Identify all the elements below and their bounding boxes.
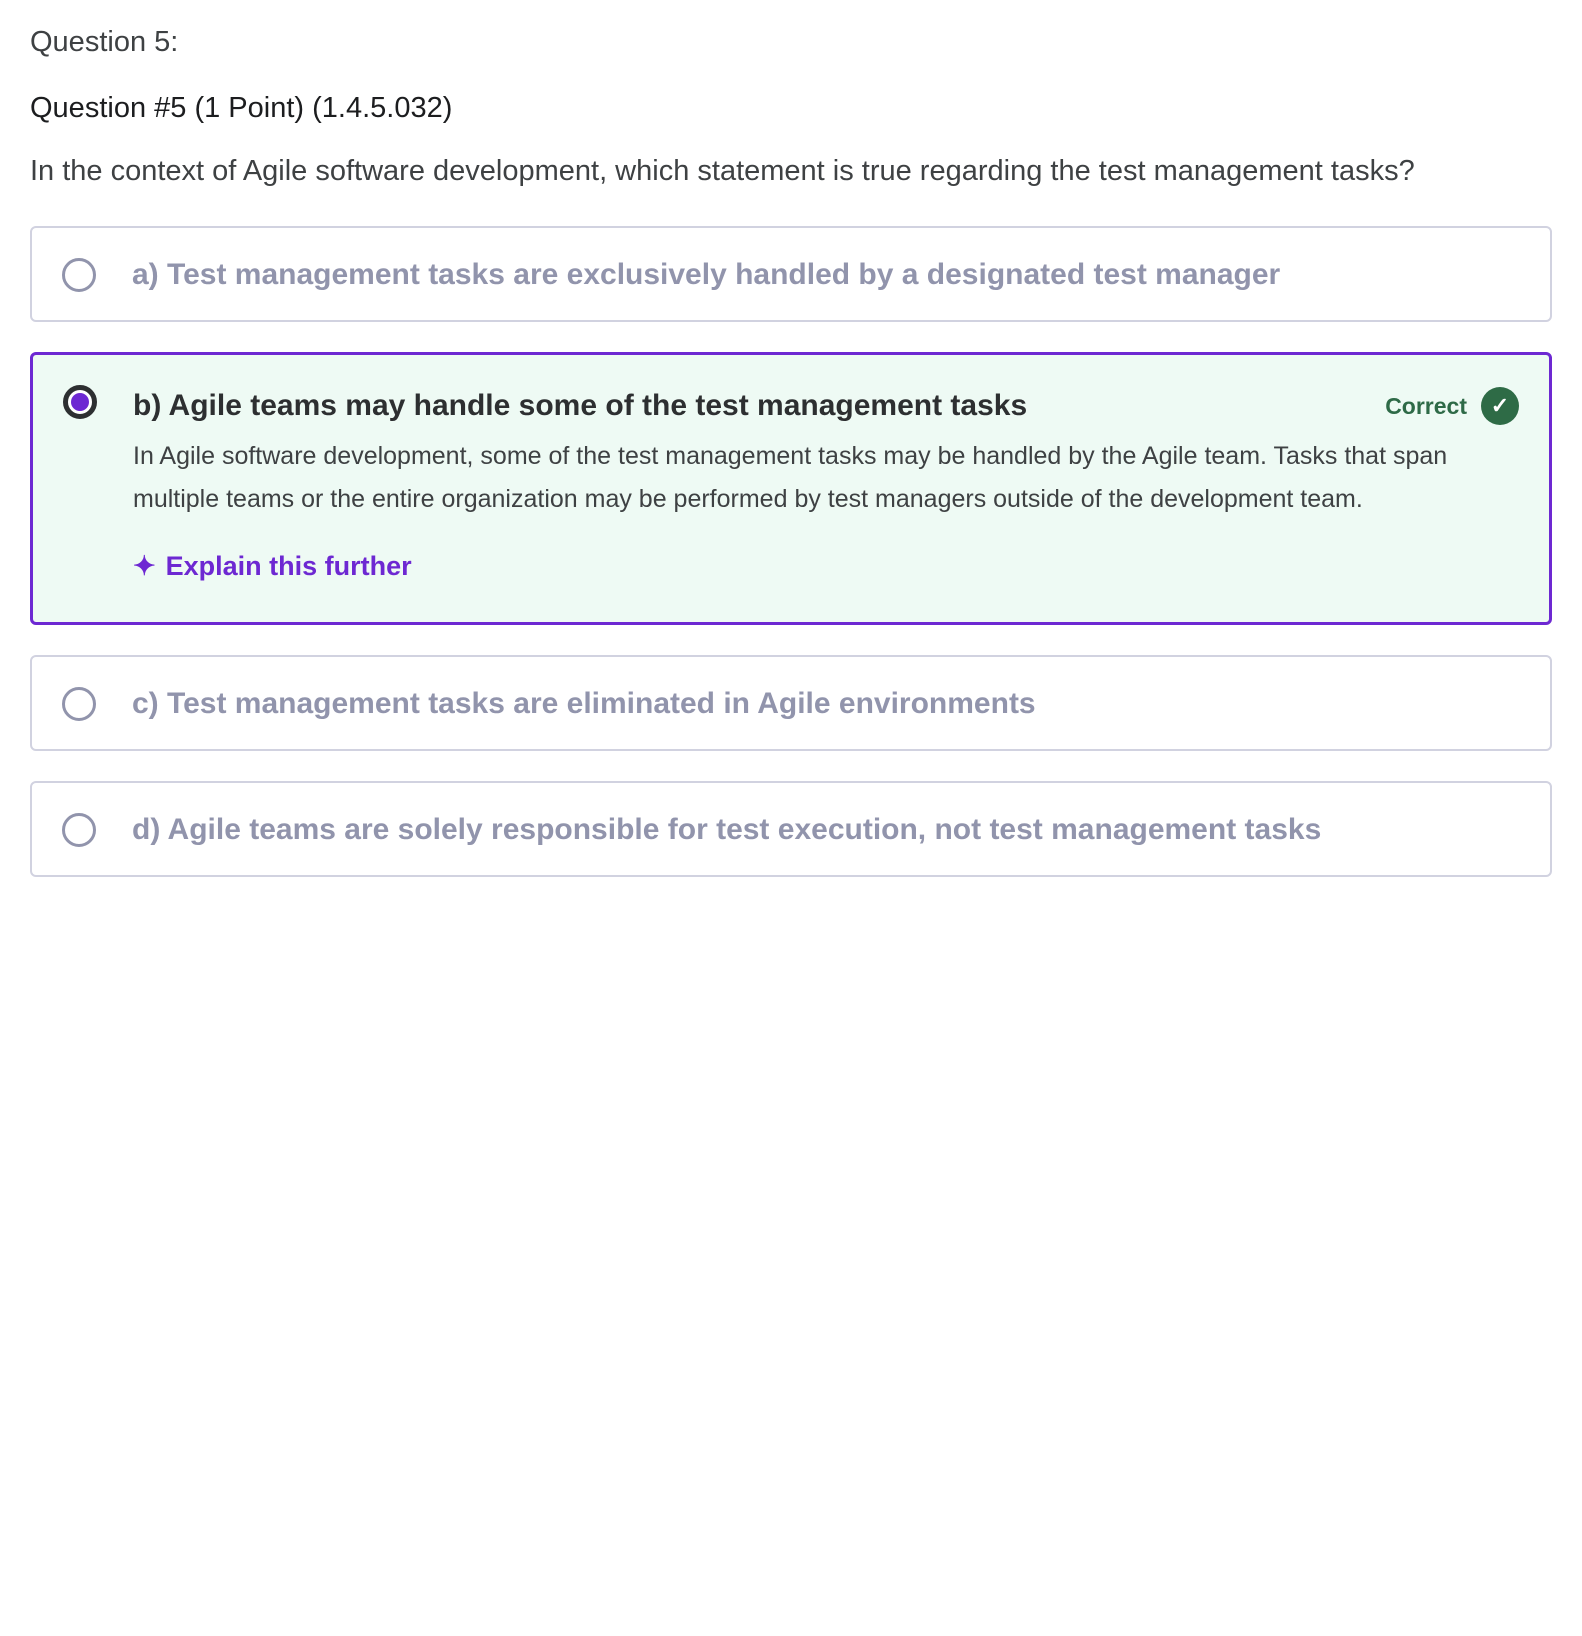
radio-selected-icon[interactable]: [63, 385, 97, 419]
option-d[interactable]: [30, 781, 1552, 877]
explanation-text: In Agile software development, some of the test management tasks may be handled by the Agile team. Tasks that span multiple teams or the entire organization may be performed by test managers outside of the development team.: [133, 442, 1448, 513]
radio-icon[interactable]: [62, 813, 96, 847]
option-label: d) Agile teams are solely responsible for test execution, not test management tasks: [132, 813, 1322, 846]
option-label: a) Test management tasks are exclusively handled by a designated test manager: [132, 258, 1281, 291]
check-circle-icon: ✓: [1481, 387, 1519, 425]
option-label: b) Agile teams may handle some of the test management tasks: [133, 389, 1028, 422]
option-b[interactable]: [30, 352, 1552, 625]
question-number: Question 5:: [30, 26, 179, 58]
correct-label: Correct: [1385, 392, 1467, 419]
explain-further-link[interactable]: [133, 551, 1519, 582]
question-text: In the context of Agile software development, which statement is true regarding the test management tasks?: [30, 155, 1415, 187]
question-container: [0, 26, 1582, 877]
option-c[interactable]: [30, 655, 1552, 751]
correct-badge: [1385, 387, 1519, 425]
option-label: c) Test management tasks are eliminated in Agile environments: [132, 687, 1036, 720]
question-title: Question #5 (1 Point) (1.4.5.032): [30, 92, 453, 124]
radio-icon[interactable]: [62, 687, 96, 721]
option-a[interactable]: [30, 226, 1552, 322]
explain-further-label: Explain this further: [165, 551, 412, 581]
radio-icon[interactable]: [62, 258, 96, 292]
sparkle-icon: ✦: [133, 551, 156, 581]
